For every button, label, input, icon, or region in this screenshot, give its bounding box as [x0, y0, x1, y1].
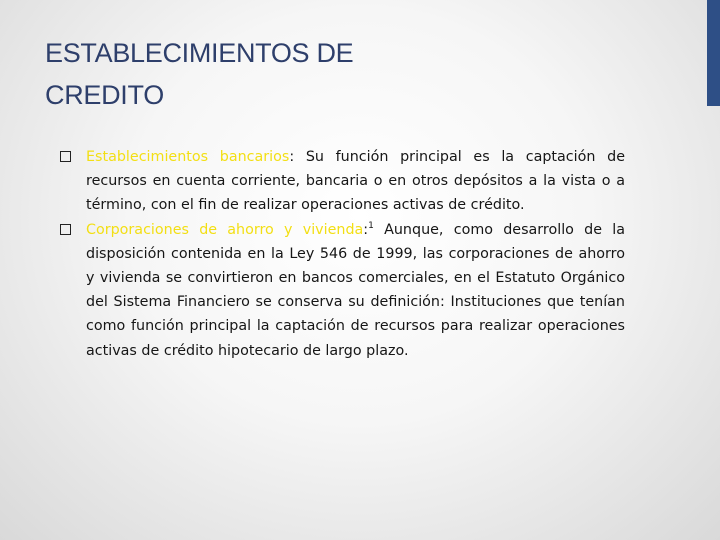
bullet-term: Establecimientos bancarios — [86, 149, 290, 165]
bullet-item-establecimientos — [60, 145, 625, 218]
bullet-item-corporaciones — [60, 218, 625, 363]
bullet-body: Su función principal es la captación de recursos en cuenta corriente, bancaria o en otros depósitos a la vista o a término, con el fin de realizar operaciones activas de crédito. — [86, 149, 625, 214]
checkbox-bullet-icon — [60, 151, 71, 162]
bullet-colon: : — [363, 221, 369, 238]
bullet-body: Aunque, como desarrollo de la disposición contenida en la Ley 546 de 1999, las corporaciones de ahorro y vivienda se convirtieron en bancos comerciales, en el Estatuto Orgánico del Sistema Financiero se conserva su definición: Instituciones que tenían como función principal la captación de recursos para realizar operaciones activas de crédito hipotecario de largo plazo. — [86, 221, 626, 359]
footnote-marker: 1 — [368, 220, 374, 231]
accent-bar — [707, 0, 720, 106]
bullet-colon: : — [289, 149, 295, 165]
slide-title-line-1: ESTABLECIMIENTOS DE — [45, 38, 354, 68]
slide-title — [45, 32, 605, 116]
slide-title-line-2: CREDITO — [45, 80, 164, 110]
checkbox-bullet-icon — [60, 224, 71, 235]
bullet-term: Corporaciones de ahorro y vivienda — [86, 221, 364, 238]
slide-content — [60, 145, 625, 363]
